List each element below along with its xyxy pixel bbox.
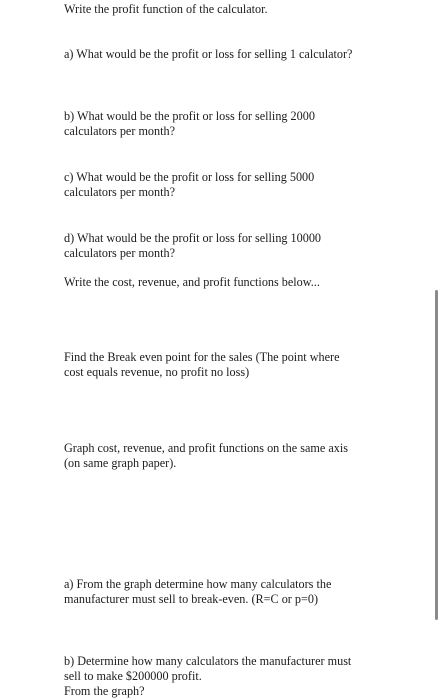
graph-question-a-break-even: a) From the graph determine how many calculators the manufacturer must sell to break-even. (R=C or p=0) (64, 577, 332, 606)
question-c-5000-calculators: c) What would be the profit or loss for selling 5000 calculators per month? (64, 170, 315, 199)
functions-prompt: Write the cost, revenue, and profit functions below... (64, 275, 320, 289)
vertical-scrollbar[interactable] (432, 0, 440, 700)
profit-function-prompt: Write the profit function of the calculator. (64, 2, 268, 16)
graph-prompt: Graph cost, revenue, and profit functions on the same axis (on same graph paper). (64, 441, 348, 470)
question-d-10000-calculators: d) What would be the profit or loss for selling 10000 calculators per month? (64, 231, 322, 260)
question-b-2000-calculators: b) What would be the profit or loss for selling 2000 calculators per month? (64, 109, 315, 138)
break-even-prompt: Find the Break even point for the sales (The point where cost equals revenue, no profit no loss) (64, 350, 340, 379)
graph-question-b-profit: b) Determine how many calculators the manufacturer must sell to make $200000 profit. From the graph? (64, 654, 352, 698)
scrollbar-thumb[interactable] (435, 290, 438, 620)
question-a-one-calculator: a) What would be the profit or loss for selling 1 calculator? (64, 47, 353, 61)
